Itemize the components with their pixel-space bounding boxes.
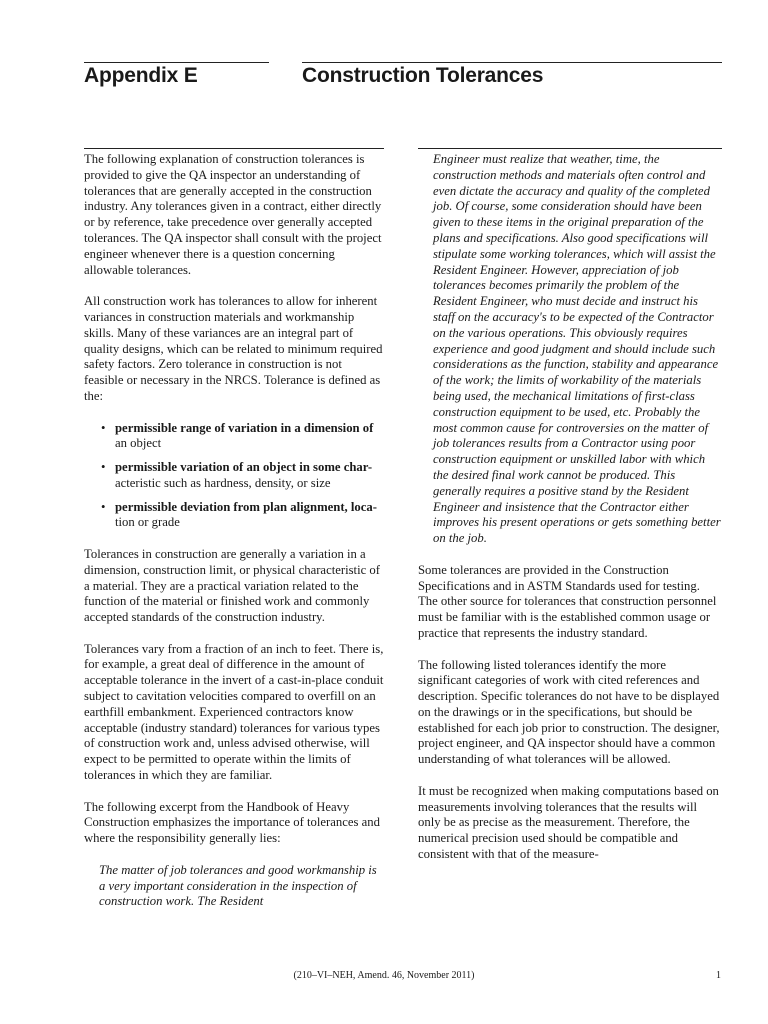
footer-citation: (210–VI–NEH, Amend. 46, November 2011) (293, 970, 475, 981)
list-item: • permissible variation of an object in some char- acteristic such as hardness, density, or size (101, 460, 373, 490)
tolerance-range-paragraph: Tolerances vary from a fraction of an inch to feet. There is, for example, a great deal of difference in the amount of acceptable tolerance in the invert of a cast-in-place conduit subject to cavitation velocities compared to overfill on an earthfill embankment. Experienced contractors know acceptable (industry standard) tolerances for various types of construction work and, unless advised otherwise, will expect to be permitted to operate within the limits of tolerances in which they are familiar. (84, 641, 384, 783)
excerpt-intro-paragraph: The following excerpt from the Handbook of Heavy Construction emphasizes the importance of tolerances and where the responsibility generally lies: (84, 799, 380, 846)
header-rule-right (302, 62, 722, 63)
column-rule-left (84, 148, 384, 149)
bullet-icon: • (101, 460, 106, 475)
listed-tolerances-paragraph: The following listed tolerances identify the more significant categories of work with cited references and description. Specific tolerances do not have to be displayed on the drawings or in the specifications, but should be established for each job prior to construction. The designer, project engineer, and QA inspector should have a common understanding of what tolerances will be allowed. (418, 657, 720, 767)
quote-start: The matter of job tolerances and good workmanship is a very important consideration in the inspection of construction work. The Resident (99, 862, 377, 909)
column-rule-right (418, 148, 722, 149)
intro-paragraph: The following explanation of construction tolerances is provided to give the QA inspector an understanding of tolerances that are generally accepted in the construction industry. Any tolerances given in a contract, either directly or by reference, take precedence over generally accepted tolerances. The QA inspector shall consult with the project engineer whenever there is a question concerning allowable tolerances. (84, 152, 382, 277)
left-column (84, 152, 384, 910)
tolerance-definition-list (84, 421, 384, 532)
list-item: • permissible deviation from plan alignment, loca- tion or grade (101, 499, 377, 530)
appendix-label: Appendix E (84, 64, 198, 87)
precision-paragraph: It must be recognized when making computations based on measurements involving tolerances that the results will only be as precise as the measurement. Therefore, the numerical precision used should be compatible and consistent with that of the measure- (418, 783, 719, 862)
variation-paragraph: Tolerances in construction are generally a variation in a dimension, construction limit, or physical characteristic of a material. They are a practical variation related to the function of the material or finished work and commonly accepted standards of the construction industry. (84, 546, 380, 625)
right-column (418, 152, 722, 863)
bullet-icon: • (101, 420, 106, 435)
tolerance-definition-paragraph: All construction work has tolerances to allow for inherent variances in construction materials and workmanship skills. Many of these variances are an integral part of quality designs, which can be related to minimum required safety factors. Zero tolerance in construction is not feasible or necessary in the NRCS. Tolerance is defined as the: (84, 294, 383, 403)
page-number: 1 (716, 970, 721, 981)
bullet-icon: • (101, 499, 106, 514)
page-title: Construction Tolerances (302, 64, 544, 87)
header-rule-left (84, 62, 269, 63)
quote-continuation: Engineer must realize that weather, time, the construction methods and materials often control and even dictate the accuracy and quality of the completed job. Of course, some consideration should have been given to these items in the original preparation of the plans and specifications. Also good specifications will stipulate some working tolerances, which will assist the Resident Engineer. However, appreciation of job tolerances becomes primarily the problem of the Resident Engineer, who must decide and instruct his staff on the accuracy's to be expected of the Contractor on the various operations. This obviously requires experience and good judgment and should include such considerations as the function, stability and appearance of the work; the limits of workability of the materials being used, the mechanical limitations of first-class construction equipment to be used, etc. Probably the most common cause for controversies on the matter of job tolerances results from a Contractor using poor construction equipment or unskilled labor with which the desired final work cannot be produced. This generally requires a positive stand by the Resident Engineer and insistence that the Contractor either improves his present operations or gets something better on the job. (433, 152, 721, 546)
specifications-paragraph: Some tolerances are provided in the Construction Specifications and in ASTM Standards used for testing. The other source for tolerances that construction personnel must be familiar with is the established common usage or practice that represents the industry standard. (418, 562, 717, 640)
list-item: • permissible range of variation in a dimension of an object (101, 420, 374, 451)
